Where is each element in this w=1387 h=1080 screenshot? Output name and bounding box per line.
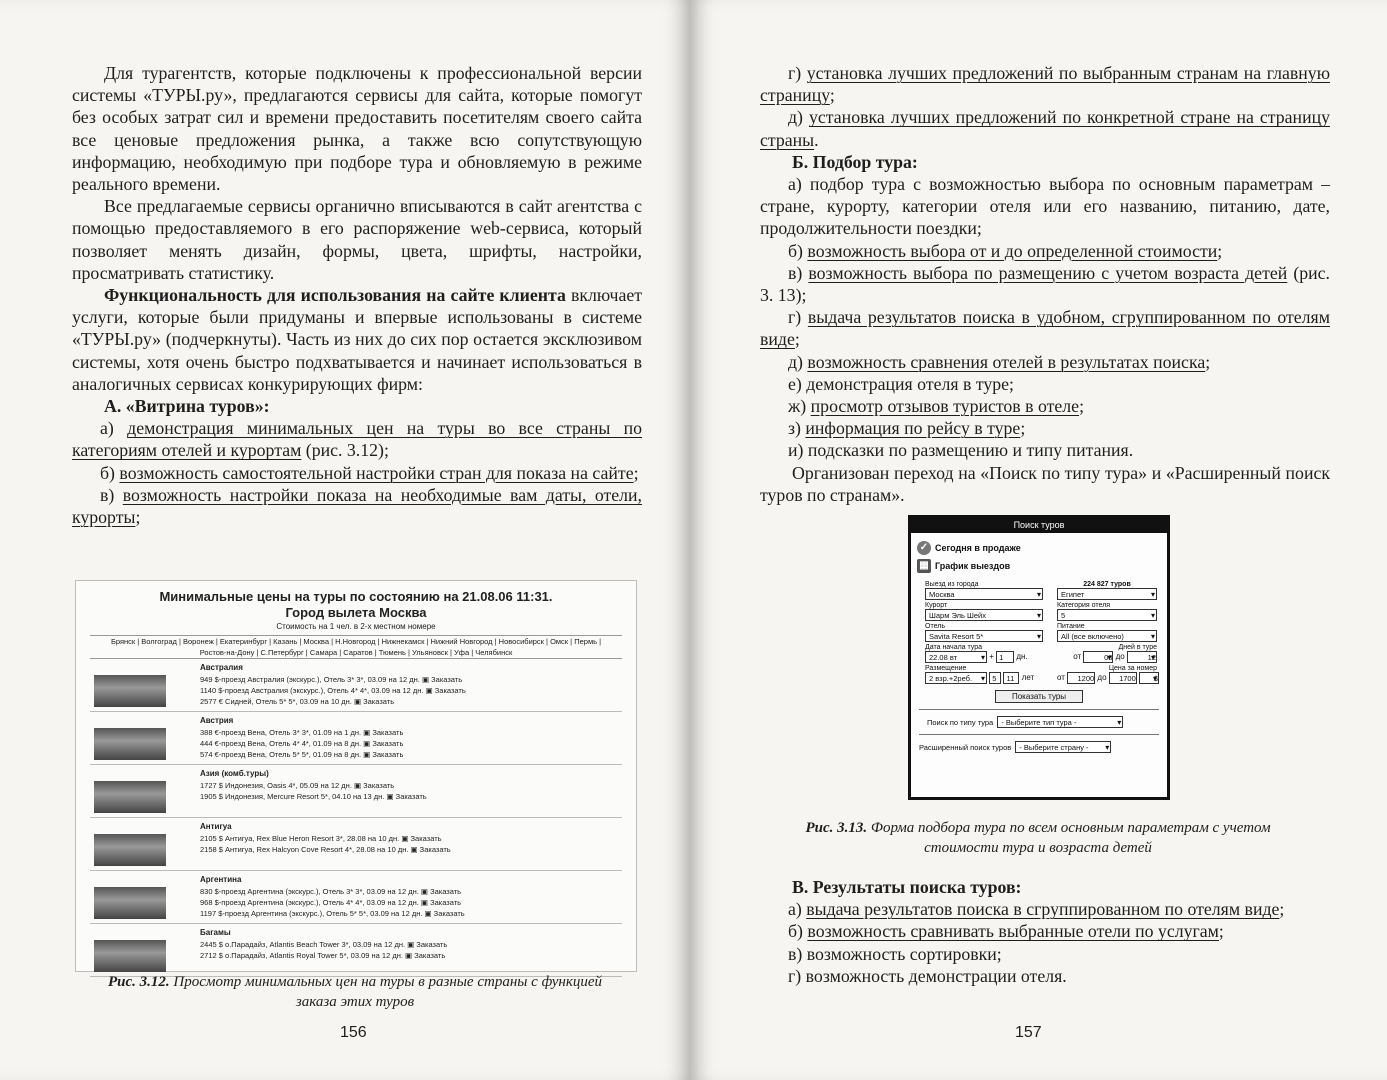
- list-item-text: просмотр отзывов туристов в отеле: [810, 396, 1080, 417]
- from-label: от: [1073, 652, 1082, 662]
- meal-label: Питание: [1057, 623, 1085, 630]
- price-row[interactable]: 1140 $-проезд Австралия (экскурс.), Отель 4* 4*, 03.09 на 12 дн. ▣ Заказать: [200, 686, 466, 695]
- list-item-text: демонстрация минимальных цен на туры во все страны по категориям отелей и курортам: [72, 418, 643, 461]
- list-item-text: возможность выбора по размещению с учетом возраста детей: [808, 262, 1288, 283]
- list-item-text: выдача результатов поиска в сгруппированном по отелям виде: [806, 899, 1280, 920]
- list-marker: ж): [788, 396, 811, 417]
- list-item-suffix: ;: [1217, 240, 1223, 261]
- page-number: 156: [340, 1024, 367, 1041]
- caption-3-12: [100, 972, 610, 1012]
- list-item-b5: [760, 351, 1330, 373]
- paragraph-intro-1: Для турагентств, которые подключены к профессиональной версии системы «ТУРЫ.ру», предлагаются сервисы для сайта, которые помогут без особых затрат сил и времени предоставить посетителям своего сайта все ценовые предложения рынка, а также всю сопутствующую информацию, необходимую при подборе тура и обновляемую в режиме реального времени.: [72, 63, 642, 195]
- resort-select[interactable]: Шарм Эль Шейх ▾: [925, 609, 1043, 621]
- price-rows: [200, 833, 451, 855]
- city-select[interactable]: Москва ▾: [925, 588, 1043, 600]
- list-item-b4: [760, 306, 1330, 350]
- section-b-heading: Б. Подбор тура:: [792, 151, 918, 172]
- to-label: до: [1115, 652, 1125, 662]
- caption-label: Рис. 3.13.: [805, 820, 868, 836]
- placement-label: Размещение: [925, 665, 967, 672]
- price-label: Цена за номер: [1108, 665, 1157, 672]
- days-from-select[interactable]: 08 ▾: [1083, 651, 1113, 663]
- list-item-b7: [760, 395, 1330, 417]
- list-marker: а): [100, 418, 128, 439]
- resort-label: Курорт: [925, 602, 948, 609]
- paragraph-transition: Организован переход на «Поиск по типу тура» и «Расширенный поиск туров по странам».: [760, 462, 1330, 505]
- list-item-c2: [760, 920, 1330, 942]
- list-item-c3: в) возможность сортировки;: [788, 943, 1002, 964]
- list-item-suffix: ;: [829, 85, 835, 106]
- country-photo: [94, 887, 166, 919]
- calendar-icon: ▦: [917, 559, 931, 573]
- hotel-select[interactable]: Savita Resort 5* ▾: [925, 630, 1043, 642]
- days-unit: дн.: [1016, 652, 1028, 662]
- show-tours-button[interactable]: Показать туры: [995, 690, 1083, 703]
- price-row[interactable]: 388 €-проезд Вена, Отель 3* 3*, 01.09 на 1 дн. ▣ Заказать: [200, 728, 404, 737]
- price-row[interactable]: 444 €-проезд Вена, Отель 4* 4*, 01.09 на 8 дн. ▣ Заказать: [200, 739, 404, 748]
- country-name: Австрия: [200, 716, 234, 725]
- plus-sign: +: [989, 652, 994, 662]
- list-item-a: [72, 417, 642, 461]
- currency-select[interactable]: $ ▾: [1139, 672, 1159, 684]
- date-row: [925, 651, 1043, 663]
- list-item-text: возможность настройки показа на необходимые вам даты, отели, курорты: [72, 484, 643, 528]
- list-marker: г): [788, 63, 807, 83]
- price-row[interactable]: 830 $-проезд Аргентина (экскурс.), Отель 3* 3*, 03.09 на 12 дн. ▣ Заказать: [200, 887, 462, 896]
- list-item-text: установка лучших предложений по выбранным странам на главную страницу: [760, 63, 1330, 106]
- list-item-c1: [760, 898, 1330, 920]
- list-item-b: [72, 462, 642, 484]
- results-section: [760, 876, 1330, 987]
- functionality-heading: Функциональность для использования на сайте клиента: [104, 285, 566, 306]
- country-block: [90, 928, 622, 977]
- days-label: Дней в туре: [1118, 644, 1157, 651]
- list-item-suffix: (рис. 3.12);: [301, 440, 389, 461]
- price-row[interactable]: 2445 $ о.Парадайз, Atlantis Beach Tower 3*, 03.09 на 12 дн. ▣ Заказать: [200, 940, 448, 949]
- country-photo: [94, 675, 166, 707]
- page-number: 157: [1015, 1024, 1042, 1041]
- price-row[interactable]: 1197 $-проезд Аргентина (экскурс.), Отель 5* 5*, 03.09 на 12 дн. ▣ Заказать: [200, 909, 465, 918]
- country-name: Азия (комб.туры): [200, 769, 269, 778]
- paragraph-intro-2: Все предлагаемые сервисы органично вписываются в сайт агентства с помощью предоставляемого в его распоряжение web-сервиса, который позволяет менять дизайн, формы, цвета, шрифты, настройки, просматривать статистику.: [72, 196, 642, 283]
- list-marker: г): [788, 307, 808, 328]
- tour-type-select[interactable]: - Выберите тип тура - ▾: [997, 716, 1123, 728]
- child-age-1-input[interactable]: 5: [989, 672, 1001, 684]
- date-select[interactable]: 22.08 вт ▾: [925, 651, 987, 663]
- years-unit: лет: [1021, 673, 1035, 683]
- country-photo: [94, 728, 166, 760]
- list-item-text: установка лучших предложений по конкретной стране на страницу страны: [760, 107, 1330, 150]
- departure-schedule-link[interactable]: [917, 559, 1167, 573]
- caption-3-13: [778, 818, 1298, 858]
- price-to-label: до: [1097, 673, 1107, 683]
- price-row[interactable]: 968 $-проезд Аргентина (экскурс.), Отель 4* 4*, 03.09 на 12 дн. ▣ Заказать: [200, 898, 462, 907]
- price-rows: [200, 780, 427, 802]
- list-item-text: возможность выбора от и до определенной стоимости: [807, 240, 1218, 261]
- category-label: Категория отеля: [1057, 602, 1111, 609]
- country-block: [90, 875, 622, 924]
- price-row[interactable]: 2577 € Сидней, Отель 5* 5*, 03.09 на 10 дн. ▣ Заказать: [200, 697, 395, 706]
- figure-title-city: Город вылета Москва: [285, 605, 427, 620]
- date-label: Дата начала тура: [925, 644, 983, 651]
- price-rows: [200, 674, 466, 707]
- list-item-b2: [760, 240, 1330, 262]
- figure-3-13-tour-search-form: [908, 515, 1170, 800]
- plus-days-input[interactable]: 1: [996, 651, 1014, 663]
- meal-select[interactable]: All (все включено) ▾: [1057, 630, 1157, 642]
- list-item-suffix: ;: [1079, 396, 1085, 417]
- country-block: [90, 822, 622, 871]
- country-name: Багамы: [200, 928, 231, 937]
- price-from-label: от: [1057, 673, 1065, 683]
- left-page: [0, 0, 690, 1080]
- days-to-select[interactable]: 12 ▾: [1127, 651, 1157, 663]
- country-photo: [94, 781, 166, 813]
- divider: [919, 709, 1159, 710]
- section-a-heading: А. «Витрина туров»:: [104, 396, 270, 417]
- country-block: [90, 769, 622, 818]
- list-item-b9: и) подсказки по размещению и типу питания.: [788, 440, 1134, 461]
- list-item-suffix: ;: [633, 462, 639, 483]
- figure-3-12: [75, 580, 637, 972]
- price-row[interactable]: 2105 $ Антигуа, Rex Blue Heron Resort 3*, 28.08 на 10 дн. ▣ Заказать: [200, 834, 442, 843]
- tours-count: 224 827 туров: [1083, 581, 1131, 588]
- country-block: [90, 663, 622, 712]
- caption-text: Просмотр минимальных цен на туры в разные страны с функцией заказа этих туров: [169, 974, 603, 1010]
- country-select[interactable]: Египет ▾: [1057, 588, 1157, 600]
- price-rows: [200, 939, 447, 961]
- category-select[interactable]: 5 ▾: [1057, 609, 1157, 621]
- list-item-b3: [760, 262, 1330, 306]
- right-text-column: [760, 62, 1330, 506]
- list-marker: в): [788, 262, 809, 283]
- country-name: Аргентина: [200, 875, 242, 884]
- list-marker: в): [100, 484, 123, 505]
- list-marker: б): [788, 240, 808, 261]
- price-row[interactable]: 2158 $ Антигуа, Rex Halcyon Cove Resort 4*, 28.08 на 10 дн. ▣ Заказать: [200, 845, 451, 854]
- list-item-text: возможность сравнивать выбранные отели по услугам: [807, 921, 1219, 942]
- price-row[interactable]: 1905 $ Индонезия, Mercure Resort 5*, 04.10 на 13 дн. ▣ Заказать: [200, 792, 427, 801]
- list-item-d: [760, 106, 1330, 150]
- form-fields: [925, 579, 1167, 684]
- country-blocks: [76, 663, 636, 977]
- list-item-g: [760, 62, 1330, 106]
- figure-subtitle: Стоимость на 1 чел. в 2-х местном номере: [276, 622, 436, 631]
- list-item-text: возможность самостоятельной настройки стран для показа на сайте: [119, 462, 634, 483]
- country-search-select[interactable]: - Выберите страну - ▾: [1015, 741, 1111, 753]
- list-item-text: возможность сравнения отелей в результатах поиска: [807, 351, 1206, 372]
- extended-search-label: Расширенный поиск туров: [919, 742, 1012, 752]
- functionality-text: включает услуги, которые были придуманы и впервые использованы в системе «ТУРЫ.ру» (подчеркнуты). Часть из них до сих пор остается эксклюзивом системы, хотя очень быстро подхватывается и начинает использоваться в аналогичных сервисах конкурирующих фирм:: [72, 285, 642, 394]
- price-to-input[interactable]: 1700: [1109, 672, 1137, 684]
- extended-search-row: [919, 741, 1167, 753]
- city-links[interactable]: Брянск | Волгоград | Воронеж | Екатеринбург | Казань | Москва | Н.Новгород | Нижнекамск | Нижний Новгород | Новосибирск | Омск | Пермь | Ростов-на-Дону | С.Петербург | Самара | Саратов | Тюмень | Ульяновск | Уфа | Челябинск: [90, 635, 622, 659]
- price-rows: [200, 886, 465, 919]
- child-age-2-input[interactable]: 11: [1003, 672, 1019, 684]
- list-item-suffix: ;: [1279, 899, 1285, 920]
- caption-text: Форма подбора тура по всем основным параметрам с учетом стоимости тура и возраста детей: [867, 820, 1271, 856]
- list-item-c: [72, 484, 642, 528]
- divider: [919, 734, 1159, 735]
- section-c-heading: В. Результаты поиска туров:: [792, 877, 1022, 897]
- left-text-column: [72, 62, 642, 528]
- list-marker: б): [788, 921, 808, 942]
- list-item-b6: е) демонстрация отеля в туре;: [788, 373, 1014, 394]
- country-name: Австралия: [200, 663, 243, 672]
- city-label: Выезд из города: [925, 581, 979, 588]
- price-row[interactable]: 574 €-проезд Вена, Отель 5* 5*, 01.09 на 8 дн. ▣ Заказать: [200, 750, 404, 759]
- list-item-b1: а) подбор тура с возможностью выбора по основным параметрам – стране, курорту, категории отеля или его названию, питанию, дате, продолжительности поездки;: [760, 174, 1330, 239]
- price-row[interactable]: 949 $-проезд Австралия (экскурс.), Отель 3* 3*, 03.09 на 12 дн. ▣ Заказать: [200, 675, 463, 684]
- days-row: [1057, 651, 1157, 663]
- country-name: Антигуа: [200, 822, 232, 831]
- type-search-label: Поиск по типу тура: [927, 717, 994, 727]
- list-marker: б): [100, 462, 120, 483]
- price-from-input[interactable]: 1200: [1067, 672, 1095, 684]
- price-row: [1057, 672, 1157, 684]
- list-item-suffix: ;: [1205, 351, 1211, 372]
- type-search-row: [927, 716, 1167, 728]
- list-marker: д): [788, 107, 810, 128]
- form-header: Поиск туров: [911, 518, 1167, 533]
- placement-row: [925, 672, 1043, 684]
- checkmark-icon: ✓: [917, 541, 931, 555]
- country-photo: [94, 834, 166, 866]
- hotel-label: Отель: [925, 623, 945, 630]
- paragraph-functionality: [72, 284, 642, 395]
- list-item-suffix: ;: [1218, 921, 1224, 942]
- list-item-c4: г) возможность демонстрации отеля.: [788, 965, 1067, 986]
- country-block: [90, 716, 622, 765]
- link-label: График выездов: [935, 561, 1011, 571]
- price-rows: [200, 727, 403, 760]
- list-item-suffix: .: [814, 129, 819, 150]
- list-item-b8: [760, 417, 1330, 439]
- country-photo: [94, 940, 166, 972]
- price-row[interactable]: 2712 $ о.Парадайз, Atlantis Royal Tower 5*, 03.09 на 12 дн. ▣ Заказать: [200, 951, 446, 960]
- price-row[interactable]: 1727 $ Индонезия, Oasis 4*, 05.09 на 12 дн. ▣ Заказать: [200, 781, 395, 790]
- list-marker: з): [788, 418, 806, 439]
- list-item-text: информация по рейсу в туре: [805, 418, 1021, 439]
- right-page: [690, 0, 1387, 1080]
- list-item-suffix: ;: [794, 329, 800, 350]
- list-item-suffix: (рис. 3. 13);: [760, 262, 1330, 306]
- list-marker: а): [788, 899, 807, 920]
- list-item-text: выдача результатов поиска в удобном, сгруппированном по отелям виде: [760, 307, 1330, 350]
- caption-label: Рис. 3.12.: [107, 974, 170, 990]
- today-on-sale-link[interactable]: [917, 541, 1167, 555]
- list-item-suffix: ;: [1020, 418, 1026, 439]
- placement-select[interactable]: 2 взр.+2реб. ▾: [925, 672, 987, 684]
- figure-title: Минимальные цены на туры по состоянию на 21.08.06 11:31.: [159, 589, 553, 604]
- link-label: Сегодня в продаже: [935, 543, 1021, 553]
- list-marker: д): [788, 351, 808, 372]
- list-item-suffix: ;: [135, 507, 141, 528]
